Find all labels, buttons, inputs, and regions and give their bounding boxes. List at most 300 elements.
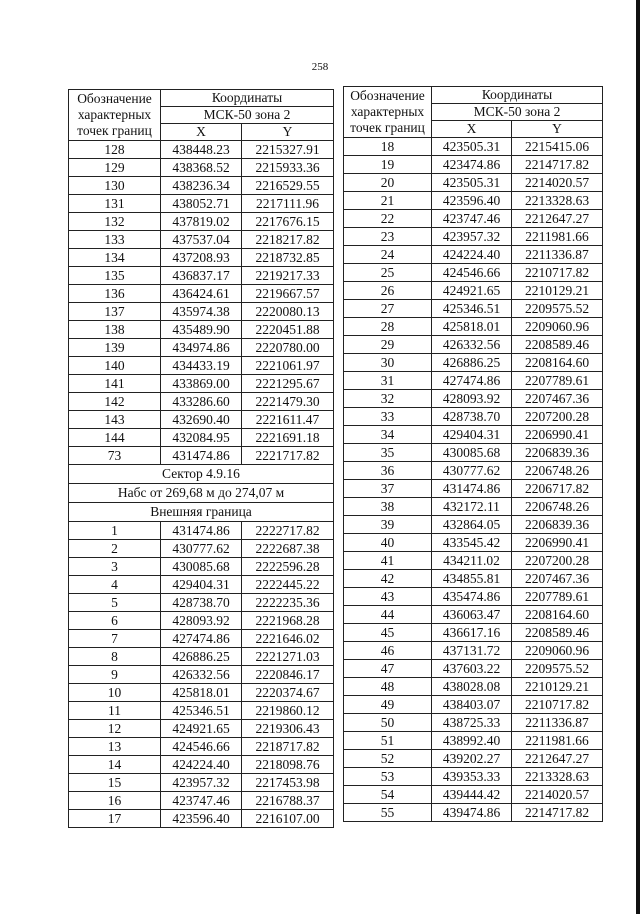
y-cell: 2210129.21 bbox=[512, 282, 603, 300]
table-row bbox=[69, 666, 334, 684]
table-row bbox=[69, 249, 334, 267]
table-row bbox=[344, 750, 603, 768]
table-row bbox=[344, 300, 603, 318]
y-cell: 2222235.36 bbox=[242, 594, 334, 612]
table-row bbox=[69, 558, 334, 576]
y-cell: 2207200.28 bbox=[512, 552, 603, 570]
coordinates-table-right bbox=[343, 86, 603, 822]
table-row bbox=[69, 738, 334, 756]
table-row bbox=[344, 660, 603, 678]
point-id-cell: 19 bbox=[344, 156, 432, 174]
point-id-cell: 21 bbox=[344, 192, 432, 210]
table-row bbox=[69, 231, 334, 249]
x-cell: 426332.56 bbox=[432, 336, 512, 354]
point-id-cell: 8 bbox=[69, 648, 161, 666]
x-cell: 424546.66 bbox=[432, 264, 512, 282]
point-id-cell: 133 bbox=[69, 231, 161, 249]
table-header-row bbox=[69, 90, 334, 107]
y-cell: 2214020.57 bbox=[512, 786, 603, 804]
x-header: X bbox=[432, 121, 512, 138]
scan-edge bbox=[636, 0, 640, 914]
x-cell: 426332.56 bbox=[161, 666, 242, 684]
designation-header: Обозначение характерных точек границ bbox=[69, 90, 161, 141]
sector-range: Набс от 269,68 м до 274,07 м bbox=[69, 484, 334, 503]
x-cell: 423957.32 bbox=[432, 228, 512, 246]
y-cell: 2222596.28 bbox=[242, 558, 334, 576]
table-row bbox=[344, 138, 603, 156]
boundary-row bbox=[69, 503, 334, 522]
table-row bbox=[69, 285, 334, 303]
table-row bbox=[69, 594, 334, 612]
table-row bbox=[69, 810, 334, 828]
x-cell: 423957.32 bbox=[161, 774, 242, 792]
point-id-cell: 139 bbox=[69, 339, 161, 357]
table-row bbox=[69, 429, 334, 447]
y-cell: 2217453.98 bbox=[242, 774, 334, 792]
sector-range-row bbox=[69, 484, 334, 503]
y-cell: 2216788.37 bbox=[242, 792, 334, 810]
table-row bbox=[344, 624, 603, 642]
boundary-label: Внешняя граница bbox=[69, 503, 334, 522]
y-header: Y bbox=[512, 121, 603, 138]
point-id-cell: 24 bbox=[344, 246, 432, 264]
point-id-cell: 41 bbox=[344, 552, 432, 570]
table-row bbox=[344, 768, 603, 786]
y-cell: 2210717.82 bbox=[512, 264, 603, 282]
x-cell: 438992.40 bbox=[432, 732, 512, 750]
point-id-cell: 10 bbox=[69, 684, 161, 702]
table-row bbox=[344, 732, 603, 750]
x-cell: 431474.86 bbox=[161, 447, 242, 465]
point-id-cell: 15 bbox=[69, 774, 161, 792]
sector-title-row bbox=[69, 465, 334, 484]
y-cell: 2220780.00 bbox=[242, 339, 334, 357]
point-id-cell: 26 bbox=[344, 282, 432, 300]
table-row bbox=[344, 372, 603, 390]
table-row bbox=[69, 321, 334, 339]
table-row bbox=[344, 354, 603, 372]
y-cell: 2221691.18 bbox=[242, 429, 334, 447]
x-cell: 432690.40 bbox=[161, 411, 242, 429]
table-row bbox=[69, 774, 334, 792]
table-row bbox=[69, 267, 334, 285]
y-cell: 2211336.87 bbox=[512, 246, 603, 264]
point-id-cell: 9 bbox=[69, 666, 161, 684]
x-cell: 424546.66 bbox=[161, 738, 242, 756]
x-cell: 428738.70 bbox=[432, 408, 512, 426]
y-cell: 2206990.41 bbox=[512, 534, 603, 552]
table-row bbox=[344, 246, 603, 264]
table-row bbox=[344, 498, 603, 516]
table-row bbox=[344, 282, 603, 300]
y-cell: 2208164.60 bbox=[512, 354, 603, 372]
y-cell: 2209575.52 bbox=[512, 300, 603, 318]
x-cell: 424224.40 bbox=[161, 756, 242, 774]
table-row bbox=[344, 426, 603, 444]
point-id-cell: 29 bbox=[344, 336, 432, 354]
y-cell: 2214020.57 bbox=[512, 174, 603, 192]
x-cell: 432172.11 bbox=[432, 498, 512, 516]
table-row bbox=[344, 552, 603, 570]
table-row bbox=[69, 195, 334, 213]
point-id-cell: 27 bbox=[344, 300, 432, 318]
x-cell: 426886.25 bbox=[432, 354, 512, 372]
x-cell: 436424.61 bbox=[161, 285, 242, 303]
y-cell: 2211981.66 bbox=[512, 228, 603, 246]
x-cell: 423505.31 bbox=[432, 174, 512, 192]
x-cell: 423596.40 bbox=[432, 192, 512, 210]
point-id-cell: 35 bbox=[344, 444, 432, 462]
x-cell: 438368.52 bbox=[161, 159, 242, 177]
point-id-cell: 135 bbox=[69, 267, 161, 285]
point-id-cell: 2 bbox=[69, 540, 161, 558]
table-row bbox=[69, 648, 334, 666]
x-cell: 438028.08 bbox=[432, 678, 512, 696]
system-header: МСК-50 зона 2 bbox=[432, 104, 603, 121]
table-row bbox=[344, 588, 603, 606]
point-id-cell: 3 bbox=[69, 558, 161, 576]
y-cell: 2207789.61 bbox=[512, 588, 603, 606]
x-cell: 424921.65 bbox=[432, 282, 512, 300]
point-id-cell: 131 bbox=[69, 195, 161, 213]
table-row bbox=[69, 720, 334, 738]
x-cell: 425818.01 bbox=[432, 318, 512, 336]
table-row bbox=[69, 339, 334, 357]
y-cell: 2210129.21 bbox=[512, 678, 603, 696]
table-row bbox=[69, 303, 334, 321]
y-cell: 2216107.00 bbox=[242, 810, 334, 828]
point-id-cell: 12 bbox=[69, 720, 161, 738]
point-id-cell: 37 bbox=[344, 480, 432, 498]
y-cell: 2221061.97 bbox=[242, 357, 334, 375]
y-cell: 2209060.96 bbox=[512, 642, 603, 660]
table-row bbox=[344, 534, 603, 552]
y-cell: 2208589.46 bbox=[512, 624, 603, 642]
table-row bbox=[344, 786, 603, 804]
y-cell: 2208589.46 bbox=[512, 336, 603, 354]
coords-header: Координаты bbox=[432, 87, 603, 104]
table-row bbox=[69, 411, 334, 429]
x-cell: 423747.46 bbox=[432, 210, 512, 228]
point-id-cell: 140 bbox=[69, 357, 161, 375]
x-cell: 423747.46 bbox=[161, 792, 242, 810]
table-row bbox=[344, 210, 603, 228]
point-id-cell: 36 bbox=[344, 462, 432, 480]
coords-header: Координаты bbox=[161, 90, 334, 107]
y-cell: 2221968.28 bbox=[242, 612, 334, 630]
sector-title: Сектор 4.9.16 bbox=[69, 465, 334, 484]
table-row bbox=[344, 318, 603, 336]
y-cell: 2217111.96 bbox=[242, 195, 334, 213]
x-cell: 432084.95 bbox=[161, 429, 242, 447]
table-row bbox=[344, 174, 603, 192]
point-id-cell: 47 bbox=[344, 660, 432, 678]
y-cell: 2220080.13 bbox=[242, 303, 334, 321]
point-id-cell: 128 bbox=[69, 141, 161, 159]
point-id-cell: 7 bbox=[69, 630, 161, 648]
point-id-cell: 129 bbox=[69, 159, 161, 177]
table-row bbox=[69, 447, 334, 465]
y-cell: 2218217.82 bbox=[242, 231, 334, 249]
y-cell: 2222445.22 bbox=[242, 576, 334, 594]
point-id-cell: 31 bbox=[344, 372, 432, 390]
x-cell: 425818.01 bbox=[161, 684, 242, 702]
table-row bbox=[344, 678, 603, 696]
x-cell: 434211.02 bbox=[432, 552, 512, 570]
x-cell: 428738.70 bbox=[161, 594, 242, 612]
x-cell: 437131.72 bbox=[432, 642, 512, 660]
point-id-cell: 11 bbox=[69, 702, 161, 720]
x-cell: 430777.62 bbox=[432, 462, 512, 480]
x-cell: 439353.33 bbox=[432, 768, 512, 786]
y-cell: 2211981.66 bbox=[512, 732, 603, 750]
table-row bbox=[344, 408, 603, 426]
point-id-cell: 44 bbox=[344, 606, 432, 624]
x-cell: 438448.23 bbox=[161, 141, 242, 159]
x-cell: 425346.51 bbox=[432, 300, 512, 318]
point-id-cell: 30 bbox=[344, 354, 432, 372]
x-cell: 423505.31 bbox=[432, 138, 512, 156]
point-id-cell: 51 bbox=[344, 732, 432, 750]
point-id-cell: 55 bbox=[344, 804, 432, 822]
y-cell: 2215933.36 bbox=[242, 159, 334, 177]
point-id-cell: 132 bbox=[69, 213, 161, 231]
table-row bbox=[344, 462, 603, 480]
table-row bbox=[69, 612, 334, 630]
table-row bbox=[344, 156, 603, 174]
x-cell: 428093.92 bbox=[432, 390, 512, 408]
y-cell: 2222717.82 bbox=[242, 522, 334, 540]
table-row bbox=[69, 375, 334, 393]
table-row bbox=[69, 141, 334, 159]
x-cell: 438236.34 bbox=[161, 177, 242, 195]
x-cell: 438403.07 bbox=[432, 696, 512, 714]
y-cell: 2217676.15 bbox=[242, 213, 334, 231]
x-cell: 436063.47 bbox=[432, 606, 512, 624]
table-row bbox=[69, 756, 334, 774]
table-row bbox=[344, 696, 603, 714]
table-row bbox=[69, 393, 334, 411]
point-id-cell: 50 bbox=[344, 714, 432, 732]
point-id-cell: 34 bbox=[344, 426, 432, 444]
point-id-cell: 5 bbox=[69, 594, 161, 612]
y-cell: 2213328.63 bbox=[512, 192, 603, 210]
x-cell: 429404.31 bbox=[432, 426, 512, 444]
point-id-cell: 46 bbox=[344, 642, 432, 660]
point-id-cell: 28 bbox=[344, 318, 432, 336]
table-row bbox=[344, 228, 603, 246]
table-row bbox=[69, 357, 334, 375]
x-cell: 435974.38 bbox=[161, 303, 242, 321]
y-cell: 2221717.82 bbox=[242, 447, 334, 465]
table-row bbox=[69, 792, 334, 810]
y-cell: 2213328.63 bbox=[512, 768, 603, 786]
x-cell: 435474.86 bbox=[432, 588, 512, 606]
table-row bbox=[344, 804, 603, 822]
y-cell: 2219217.33 bbox=[242, 267, 334, 285]
point-id-cell: 13 bbox=[69, 738, 161, 756]
table-row bbox=[344, 192, 603, 210]
x-cell: 430085.68 bbox=[161, 558, 242, 576]
y-cell: 2207200.28 bbox=[512, 408, 603, 426]
x-cell: 437208.93 bbox=[161, 249, 242, 267]
table-row bbox=[344, 444, 603, 462]
point-id-cell: 18 bbox=[344, 138, 432, 156]
y-cell: 2215415.06 bbox=[512, 138, 603, 156]
table-row bbox=[344, 570, 603, 588]
y-cell: 2218098.76 bbox=[242, 756, 334, 774]
x-cell: 431474.86 bbox=[161, 522, 242, 540]
y-cell: 2207467.36 bbox=[512, 390, 603, 408]
x-cell: 435489.90 bbox=[161, 321, 242, 339]
x-cell: 437819.02 bbox=[161, 213, 242, 231]
y-cell: 2221611.47 bbox=[242, 411, 334, 429]
y-cell: 2207789.61 bbox=[512, 372, 603, 390]
table-row bbox=[344, 606, 603, 624]
y-cell: 2221295.67 bbox=[242, 375, 334, 393]
system-header: МСК-50 зона 2 bbox=[161, 107, 334, 124]
point-id-cell: 40 bbox=[344, 534, 432, 552]
table-row bbox=[69, 540, 334, 558]
point-id-cell: 4 bbox=[69, 576, 161, 594]
table-row bbox=[344, 390, 603, 408]
table-row bbox=[344, 642, 603, 660]
y-header: Y bbox=[242, 124, 334, 141]
x-cell: 427474.86 bbox=[432, 372, 512, 390]
table-row bbox=[344, 480, 603, 498]
x-cell: 439202.27 bbox=[432, 750, 512, 768]
x-cell: 424224.40 bbox=[432, 246, 512, 264]
point-id-cell: 52 bbox=[344, 750, 432, 768]
point-id-cell: 22 bbox=[344, 210, 432, 228]
y-cell: 2216529.55 bbox=[242, 177, 334, 195]
point-id-cell: 144 bbox=[69, 429, 161, 447]
x-cell: 434855.81 bbox=[432, 570, 512, 588]
point-id-cell: 136 bbox=[69, 285, 161, 303]
x-cell: 436837.17 bbox=[161, 267, 242, 285]
y-cell: 2218717.82 bbox=[242, 738, 334, 756]
y-cell: 2206717.82 bbox=[512, 480, 603, 498]
x-cell: 438052.71 bbox=[161, 195, 242, 213]
y-cell: 2214717.82 bbox=[512, 804, 603, 822]
y-cell: 2207467.36 bbox=[512, 570, 603, 588]
x-cell: 433286.60 bbox=[161, 393, 242, 411]
point-id-cell: 6 bbox=[69, 612, 161, 630]
designation-header: Обозначение характерных точек границ bbox=[344, 87, 432, 138]
x-cell: 430777.62 bbox=[161, 540, 242, 558]
point-id-cell: 141 bbox=[69, 375, 161, 393]
point-id-cell: 137 bbox=[69, 303, 161, 321]
y-cell: 2221479.30 bbox=[242, 393, 334, 411]
y-cell: 2206748.26 bbox=[512, 498, 603, 516]
point-id-cell: 48 bbox=[344, 678, 432, 696]
y-cell: 2218732.85 bbox=[242, 249, 334, 267]
point-id-cell: 42 bbox=[344, 570, 432, 588]
point-id-cell: 143 bbox=[69, 411, 161, 429]
x-cell: 430085.68 bbox=[432, 444, 512, 462]
point-id-cell: 142 bbox=[69, 393, 161, 411]
point-id-cell: 54 bbox=[344, 786, 432, 804]
table-row bbox=[344, 264, 603, 282]
table-row bbox=[69, 213, 334, 231]
y-cell: 2212647.27 bbox=[512, 750, 603, 768]
x-cell: 423474.86 bbox=[432, 156, 512, 174]
point-id-cell: 1 bbox=[69, 522, 161, 540]
table-header-row bbox=[344, 87, 603, 104]
y-cell: 2209060.96 bbox=[512, 318, 603, 336]
x-cell: 436617.16 bbox=[432, 624, 512, 642]
y-cell: 2221646.02 bbox=[242, 630, 334, 648]
point-id-cell: 23 bbox=[344, 228, 432, 246]
page-number: 258 bbox=[311, 61, 329, 73]
x-cell: 439474.86 bbox=[432, 804, 512, 822]
y-cell: 2219306.43 bbox=[242, 720, 334, 738]
x-cell: 434433.19 bbox=[161, 357, 242, 375]
table-row bbox=[344, 714, 603, 732]
table-row bbox=[344, 336, 603, 354]
x-cell: 437603.22 bbox=[432, 660, 512, 678]
table-row bbox=[69, 159, 334, 177]
x-cell: 424921.65 bbox=[161, 720, 242, 738]
x-cell: 432864.05 bbox=[432, 516, 512, 534]
y-cell: 2220846.17 bbox=[242, 666, 334, 684]
point-id-cell: 73 bbox=[69, 447, 161, 465]
x-cell: 426886.25 bbox=[161, 648, 242, 666]
x-cell: 431474.86 bbox=[432, 480, 512, 498]
x-cell: 427474.86 bbox=[161, 630, 242, 648]
table-row bbox=[69, 177, 334, 195]
y-cell: 2206839.36 bbox=[512, 444, 603, 462]
point-id-cell: 49 bbox=[344, 696, 432, 714]
point-id-cell: 32 bbox=[344, 390, 432, 408]
x-cell: 437537.04 bbox=[161, 231, 242, 249]
table-row bbox=[69, 702, 334, 720]
y-cell: 2220451.88 bbox=[242, 321, 334, 339]
x-cell: 433545.42 bbox=[432, 534, 512, 552]
y-cell: 2206990.41 bbox=[512, 426, 603, 444]
y-cell: 2215327.91 bbox=[242, 141, 334, 159]
y-cell: 2210717.82 bbox=[512, 696, 603, 714]
y-cell: 2206748.26 bbox=[512, 462, 603, 480]
point-id-cell: 20 bbox=[344, 174, 432, 192]
y-cell: 2209575.52 bbox=[512, 660, 603, 678]
y-cell: 2214717.82 bbox=[512, 156, 603, 174]
y-cell: 2219860.12 bbox=[242, 702, 334, 720]
coordinates-table-left bbox=[68, 89, 334, 828]
table-row bbox=[69, 684, 334, 702]
x-cell: 438725.33 bbox=[432, 714, 512, 732]
point-id-cell: 43 bbox=[344, 588, 432, 606]
point-id-cell: 130 bbox=[69, 177, 161, 195]
point-id-cell: 14 bbox=[69, 756, 161, 774]
x-cell: 434974.86 bbox=[161, 339, 242, 357]
x-cell: 433869.00 bbox=[161, 375, 242, 393]
x-cell: 439444.42 bbox=[432, 786, 512, 804]
point-id-cell: 39 bbox=[344, 516, 432, 534]
table-row bbox=[69, 522, 334, 540]
y-cell: 2219667.57 bbox=[242, 285, 334, 303]
x-header: X bbox=[161, 124, 242, 141]
table-row bbox=[69, 576, 334, 594]
point-id-cell: 17 bbox=[69, 810, 161, 828]
point-id-cell: 33 bbox=[344, 408, 432, 426]
y-cell: 2212647.27 bbox=[512, 210, 603, 228]
point-id-cell: 53 bbox=[344, 768, 432, 786]
point-id-cell: 134 bbox=[69, 249, 161, 267]
y-cell: 2222687.38 bbox=[242, 540, 334, 558]
point-id-cell: 25 bbox=[344, 264, 432, 282]
table-row bbox=[344, 516, 603, 534]
